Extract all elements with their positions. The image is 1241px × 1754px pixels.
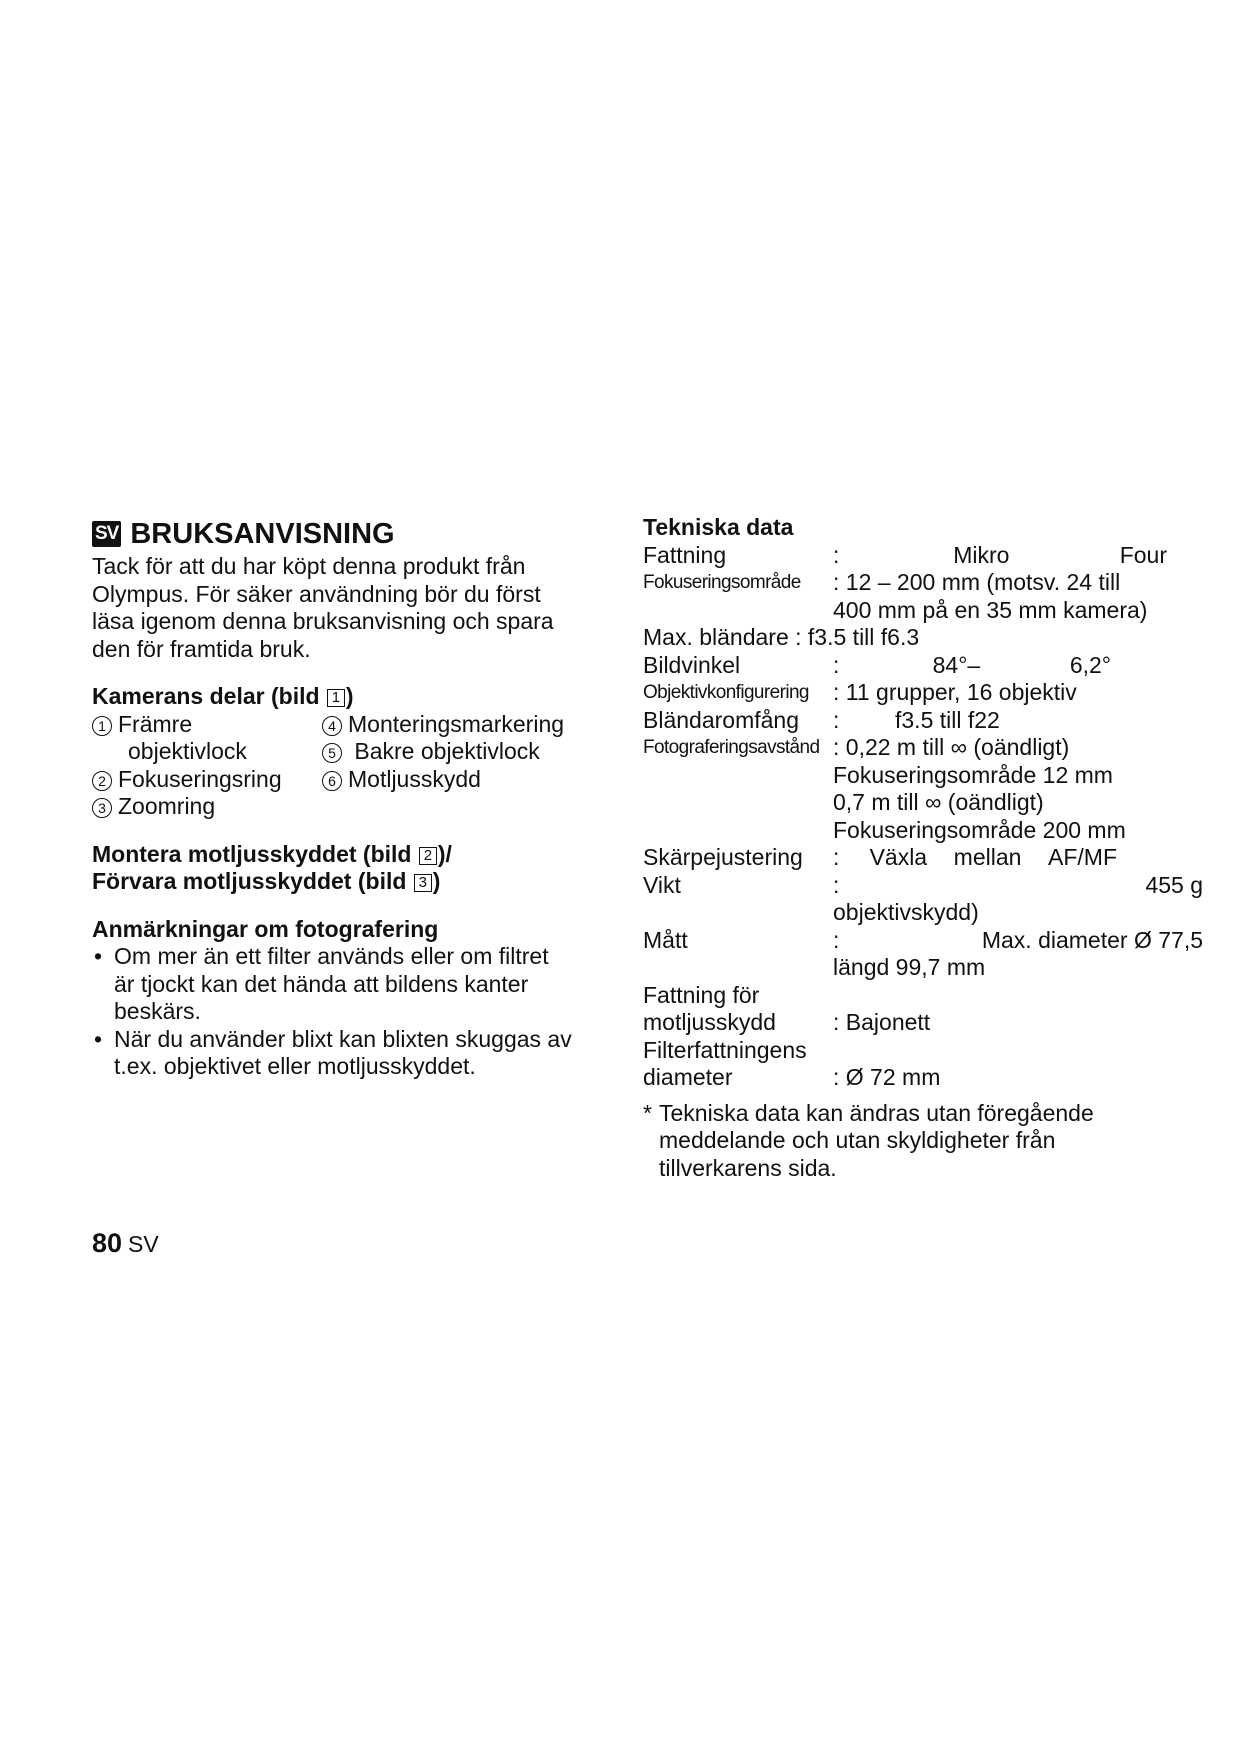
- spec-label: Fotograferingsavstånd: [643, 737, 820, 758]
- spec-value-continued: Fokuseringsområde 200 mm: [833, 816, 1126, 843]
- spec-label: diameter: [643, 1064, 733, 1090]
- spec-label: Fattning: [643, 541, 727, 568]
- intro-paragraph: [92, 553, 612, 663]
- intro-line: den för framtida bruk.: [92, 635, 311, 662]
- part-number: 6: [322, 771, 342, 791]
- spec-value: : Max. diameter Ø 77,5: [833, 926, 1203, 953]
- list-item: • När du använder blixt kan blixten skuggas av t.ex. objektivet eller motljusskyddet.: [92, 1026, 612, 1081]
- specs-table: [643, 542, 1203, 1092]
- page-number: 80: [92, 1228, 123, 1258]
- notes-heading: Anmärkningar om fotografering: [92, 915, 439, 942]
- spec-value: : 84°– 6,2°: [833, 651, 1111, 678]
- section-title: [92, 517, 612, 551]
- intro-line: Olympus. För säker användning bör du först: [92, 580, 541, 607]
- spec-value-continued: 400 mm på en 35 mm kamera): [833, 596, 1148, 623]
- spec-label: Skärpejustering: [643, 844, 803, 870]
- spec-value-continued: Fokuseringsområde 12 mm: [833, 761, 1113, 788]
- list-item: • Om mer än ett filter används eller om filtret är tjockt kan det hända att bildens kanter beskärs.: [92, 943, 612, 1026]
- spec-label: Max. bländare: [643, 624, 789, 650]
- spec-label: Filterfattningens: [643, 1036, 807, 1063]
- spec-label: Fattning för: [643, 981, 760, 1008]
- spec-label: Bildvinkel: [643, 651, 741, 678]
- language-code: SV: [128, 1231, 159, 1257]
- spec-value: : Växla mellan AF/MF: [833, 844, 1117, 870]
- part-number: 3: [92, 798, 112, 818]
- spec-value: : 0,22 m till ∞ (oändligt): [833, 734, 1070, 760]
- spec-value: : 11 grupper, 16 objektiv: [833, 679, 1077, 705]
- spec-value: : 12 – 200 mm (motsv. 24 till: [833, 569, 1121, 595]
- spec-value-continued: 0,7 m till ∞ (oändligt): [833, 789, 1044, 815]
- spec-label: motljusskydd: [643, 1009, 776, 1035]
- part-number: 1: [92, 716, 112, 736]
- part-number: 4: [322, 716, 342, 736]
- intro-line: Tack för att du har köpt denna produkt från: [92, 553, 526, 579]
- spec-value: : Ø 72 mm: [833, 1064, 941, 1090]
- spec-label: Bländaromfång: [643, 706, 799, 733]
- part-item: 6 Motljusskydd: [322, 766, 582, 794]
- spec-value-continued: längd 99,7 mm: [833, 954, 986, 980]
- part-item: 1 Främre: [92, 711, 322, 739]
- spec-value: : f3.5 till f22: [833, 706, 1000, 733]
- page-footer: [92, 1230, 159, 1259]
- part-number: 2: [92, 771, 112, 791]
- part-item: 4 Monteringsmarkering: [322, 711, 582, 739]
- parts-list: [92, 711, 612, 821]
- notes-list: [92, 943, 612, 1081]
- figure-ref: 1: [327, 689, 345, 707]
- spec-value: : Mikro Four: [833, 541, 1167, 568]
- part-item: 3 Zoomring: [92, 793, 322, 821]
- mount-heading: Montera motljusskyddet (bild 2 )/ Förvara motljusskyddet (bild 3 ): [92, 840, 452, 894]
- spec-label: Vikt: [643, 871, 681, 898]
- left-column: [92, 517, 612, 1081]
- spec-value-continued: objektivskydd): [833, 899, 979, 925]
- page-title: BRUKSANVISNING: [130, 518, 395, 550]
- part-item: 2 Fokuseringsring: [92, 766, 322, 794]
- part-item: 5 Bakre objektivlock: [322, 738, 582, 766]
- part-number: 5: [322, 743, 342, 763]
- spec-value: f3.5 till f6.3: [807, 624, 920, 650]
- spec-value: : 455 g: [833, 871, 1203, 898]
- spec-label: Fokuseringsområde: [643, 572, 801, 593]
- parts-heading: Kamerans delar (bild 1 ): [92, 683, 354, 709]
- intro-line: läsa igenom denna bruksanvisning och spara: [92, 608, 554, 634]
- right-column: [643, 514, 1203, 1182]
- spec-label: Mått: [643, 926, 688, 953]
- part-item-continued: objektivlock: [128, 738, 247, 764]
- spec-label: Objektivkonfigurering: [643, 682, 809, 703]
- figure-ref: 2: [419, 847, 437, 865]
- spec-row-aperture: Max. bländare : f3.5 till f6.3: [643, 624, 920, 650]
- specs-heading: Tekniska data: [643, 514, 794, 540]
- figure-ref: 3: [414, 874, 432, 892]
- specs-footnote: * Tekniska data kan ändras utan föregående meddelande och utan skyldigheter från tillverkarens sida.: [643, 1099, 1094, 1181]
- spec-value: : Bajonett: [833, 1009, 931, 1035]
- language-badge: SV: [92, 521, 121, 547]
